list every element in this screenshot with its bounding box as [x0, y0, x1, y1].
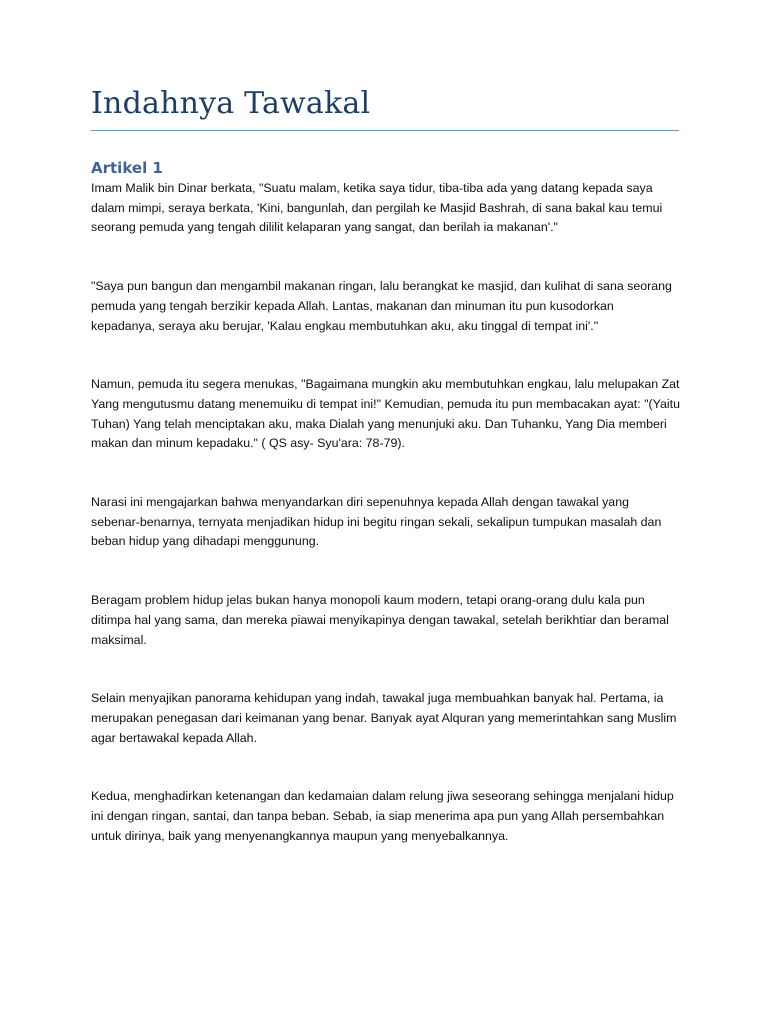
paragraph-spacer — [91, 454, 681, 493]
paragraph-6: Selain menyajikan panorama kehidupan yang indah, tawakal juga membuahkan banyak hal. Pertama, ia merupakan penegasan dari keimanan yang benar. Banyak ayat Alquran yang memerintahkan sang Muslim agar bertawakal kepada Allah. — [91, 691, 677, 745]
document-page — [91, 84, 681, 846]
paragraph-spacer — [91, 336, 681, 375]
paragraph-spacer — [91, 238, 681, 277]
section-heading: Artikel 1 — [91, 159, 163, 177]
paragraph-5: Beragam problem hidup jelas bukan hanya monopoli kaum modern, tetapi orang-orang dulu kala pun ditimpa hal yang sama, dan mereka piawai menyikapinya dengan tawakal, setelah berikhtiar dan beramal maksimal. — [91, 593, 669, 647]
paragraph-2: "Saya pun bangun dan mengambil makanan ringan, lalu berangkat ke masjid, dan kulihat di sana seorang pemuda yang tengah berzikir kepada Allah. Lantas, makanan dan minuman itu pun kusodorkan kepadanya, seraya aku berujar, 'Kalau engkau membutuhkan aku, aku tinggal di tempat ini'." — [91, 279, 672, 333]
paragraph-3: Namun, pemuda itu segera menukas, "Bagaimana mungkin aku membutuhkan engkau, lalu melupakan Zat Yang mengutusmu datang menemuiku di tempat ini!" Kemudian, pemuda itu pun membacakan ayat: "(Yaitu Tuhan) Yang telah menciptakan aku, maka Dialah yang menunjuki aku. Dan Tuhanku, Yang Dia memberi makan dan minum kepadaku." ( QS asy- Syu'ara: 78-79). — [91, 377, 680, 451]
document-title: Indahnya Tawakal — [91, 86, 371, 121]
paragraph-4: Narasi ini mengajarkan bahwa menyandarkan diri sepenuhnya kepada Allah dengan tawakal yang sebenar-benarnya, ternyata menjadikan hidup ini begitu ringan sekali, sekalipun tumpukan masalah dan beban hidup yang dihadapi menggunung. — [91, 495, 662, 549]
paragraph-1: Imam Malik bin Dinar berkata, "Suatu malam, ketika saya tidur, tiba-tiba ada yang datang kepada saya dalam mimpi, seraya berkata, 'Kini, bangunlah, dan pergilah ke Masjid Bashrah, di sana bakal kau temui seorang pemuda yang tengah dililit kelaparan yang sangat, dan berilah ia makanan'." — [91, 181, 663, 235]
title-underline-rule — [91, 130, 679, 131]
paragraph-spacer — [91, 650, 681, 689]
paragraph-7: Kedua, menghadirkan ketenangan dan kedamaian dalam relung jiwa seseorang sehingga menjalani hidup ini dengan ringan, santai, dan tanpa beban. Sebab, ia siap menerima apa pun yang Allah persembahkan untuk dirinya, baik yang menyenangkannya maupun yang menyebalkannya. — [91, 789, 674, 843]
paragraph-spacer — [91, 552, 681, 591]
paragraph-spacer — [91, 748, 681, 787]
